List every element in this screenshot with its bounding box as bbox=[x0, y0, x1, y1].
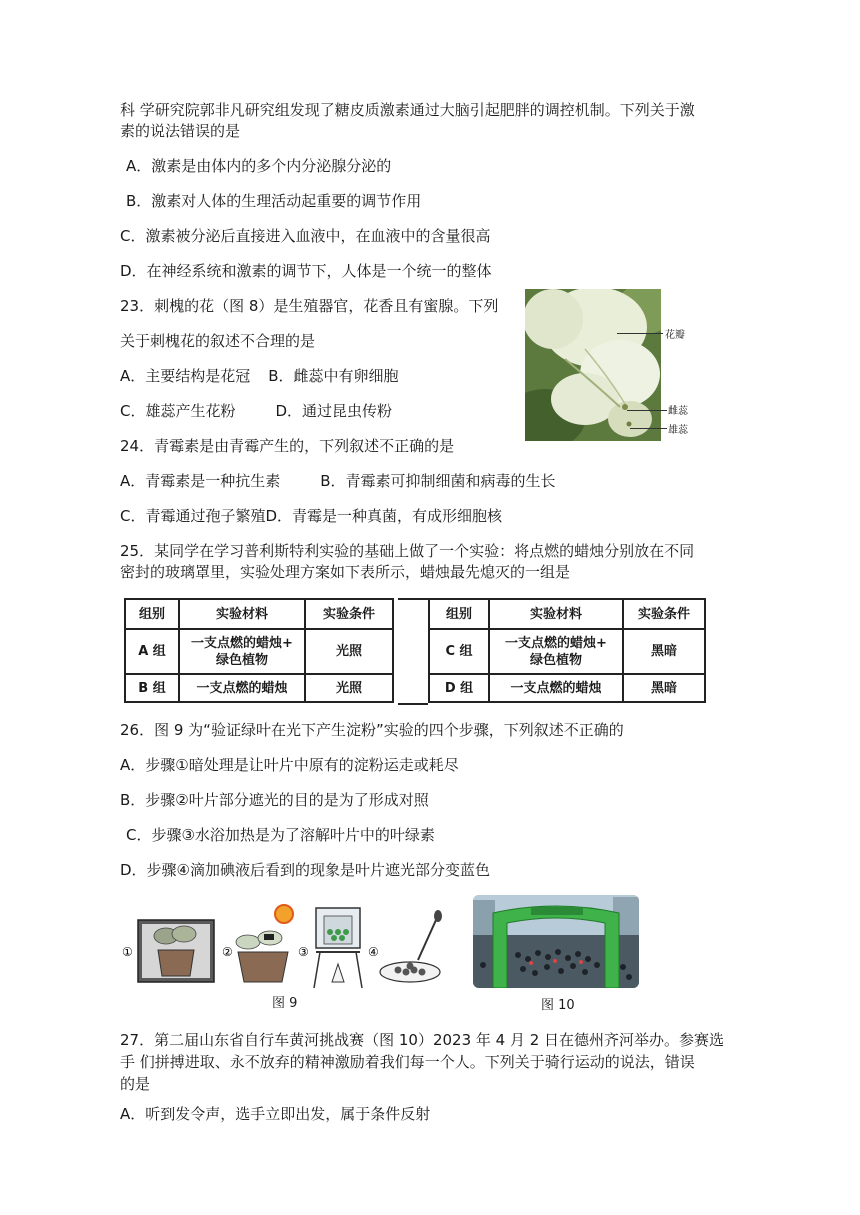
sun-icon bbox=[275, 905, 293, 923]
header-material: 实验材料 bbox=[179, 599, 305, 629]
figure-10-cycling-event-photo bbox=[473, 895, 639, 988]
q26-option-b: B．步骤②叶片部分遮光的目的是为了形成对照 bbox=[120, 791, 429, 809]
step-3-number: ③ bbox=[298, 945, 309, 959]
row-b-group: B 组 bbox=[125, 674, 179, 702]
q23-stem-line2: 关于刺槐花的叙述不合理的是 bbox=[120, 332, 316, 350]
q24-option-c: C．青霉通过孢子繁殖 bbox=[120, 507, 266, 525]
row-a-material-line1: 一支点燃的蜡烛+ bbox=[191, 635, 293, 651]
table-gap bbox=[398, 598, 428, 705]
figure-10-caption: 图 10 bbox=[541, 998, 575, 1013]
row-d-condition: 黑暗 bbox=[623, 674, 705, 702]
q26-stem: 26．图 9 为“验证绿叶在光下产生淀粉”实验的四个步骤，下列叙述不正确的 bbox=[120, 721, 624, 739]
q23-option-c: C．雄蕊产生花粉 bbox=[120, 402, 236, 420]
row-c-group: C 组 bbox=[429, 629, 489, 674]
pot-1 bbox=[158, 950, 194, 976]
row-a-group: A 组 bbox=[125, 629, 179, 674]
row-c-condition: 黑暗 bbox=[623, 629, 705, 674]
row-c-material bbox=[489, 629, 623, 674]
row-d-material: 一支点燃的蜡烛 bbox=[489, 674, 623, 702]
q24-stem: 24．青霉素是由青霉产生的，下列叙述不正确的是 bbox=[120, 437, 455, 455]
row-c-material-line1: 一支点燃的蜡烛+ bbox=[505, 635, 607, 651]
q25-stem-line2: 密封的玻璃罩里，实验处理方案如下表所示，蜡烛最先熄灭的一组是 bbox=[120, 563, 571, 581]
q24-option-b: B．青霉素可抑制细菌和病毒的生长 bbox=[320, 472, 556, 490]
q26-option-d: D．步骤④滴加碘液后看到的现象是叶片遮光部分变蓝色 bbox=[120, 861, 490, 879]
step-2-number: ② bbox=[222, 945, 233, 959]
q24-option-d: D．青霉是一种真菌，有成形细胞核 bbox=[265, 507, 503, 525]
dropper bbox=[418, 920, 436, 960]
petal-pointer-line bbox=[617, 333, 663, 334]
label-stamen: 雄蕊 bbox=[668, 425, 688, 436]
q24-options-row2 bbox=[120, 506, 502, 526]
cycling-race-illustration bbox=[473, 895, 639, 988]
step-1-number: ① bbox=[122, 945, 133, 959]
step-4-number: ④ bbox=[368, 945, 379, 959]
label-petal: 花瓣 bbox=[665, 330, 685, 341]
figure-9-caption: 图 9 bbox=[272, 996, 298, 1011]
locust-flower-illustration bbox=[525, 289, 661, 441]
q27-stem-line3: 的是 bbox=[120, 1075, 151, 1093]
header-group: 组别 bbox=[125, 599, 179, 629]
label-pistil: 雌蕊 bbox=[668, 406, 688, 417]
row-b-material: 一支点燃的蜡烛 bbox=[179, 674, 305, 702]
q27-option-a: A．听到发令声，选手立即出发，属于条件反射 bbox=[120, 1105, 431, 1123]
figure-9-experiment-steps bbox=[118, 900, 453, 992]
experiment-table-left bbox=[124, 598, 394, 703]
header-condition: 实验条件 bbox=[305, 599, 393, 629]
pot-2 bbox=[238, 952, 288, 982]
row-c-material-line2: 绿色植物 bbox=[529, 652, 582, 668]
q23-stem-line1: 23．刺槐的花（图 8）是生殖器官，花香且有蜜腺。下列 bbox=[120, 297, 499, 315]
q22-stem-line1: 科 学研究院郭非凡研究组发现了糖皮质激素通过大脑引起肥胖的调控机制。下列关于激 bbox=[120, 101, 695, 119]
q23-option-a: A．主要结构是花冠 bbox=[120, 367, 251, 385]
q23-options-row2 bbox=[120, 401, 392, 421]
row-a-material bbox=[179, 629, 305, 674]
row-a-condition: 光照 bbox=[305, 629, 393, 674]
q26-option-c: C．步骤③水浴加热是为了溶解叶片中的叶绿素 bbox=[126, 826, 435, 844]
q22-stem-line2: 素的说法错误的是 bbox=[120, 122, 241, 140]
q26-option-a: A．步骤①暗处理是让叶片中原有的淀粉运走或耗尽 bbox=[120, 756, 459, 774]
q22-option-d: D．在神经系统和激素的调节下，人体是一个统一的整体 bbox=[120, 262, 492, 280]
q27-stem-line2: 手 们拼搏进取、永不放弃的精神激励着我们每一个人。下列关于骑行运动的说法，错误 bbox=[120, 1053, 695, 1071]
black-paper bbox=[264, 934, 274, 940]
q22-option-c: C．激素被分泌后直接进入血液中，在血液中的含量很高 bbox=[120, 227, 491, 245]
header-group-right: 组别 bbox=[429, 599, 489, 629]
experiment-table-right bbox=[428, 598, 706, 703]
q24-option-a: A．青霉素是一种抗生素 bbox=[120, 472, 281, 490]
q24-options-row1 bbox=[120, 471, 556, 491]
row-b-condition: 光照 bbox=[305, 674, 393, 702]
q23-option-b: B．雌蕊中有卵细胞 bbox=[268, 367, 399, 385]
q22-option-b: B．激素对人体的生理活动起重要的调节作用 bbox=[126, 192, 422, 210]
stamen-pointer-line bbox=[630, 428, 667, 429]
q27-stem-line1: 27．第二届山东省自行车黄河挑战赛（图 10）2023 年 4 月 2 日在德州齐河举办。参赛选 bbox=[120, 1031, 725, 1049]
q22-option-a: A．激素是由体内的多个内分泌腺分泌的 bbox=[126, 157, 392, 175]
header-material-right: 实验材料 bbox=[489, 599, 623, 629]
row-a-material-line2: 绿色植物 bbox=[215, 652, 268, 668]
alcohol-lamp bbox=[332, 964, 344, 982]
figure-8-locust-flower-photo bbox=[525, 289, 661, 441]
q23-options-row1 bbox=[120, 366, 399, 386]
pistil-pointer-line bbox=[627, 410, 667, 411]
q23-option-d: D．通过昆虫传粉 bbox=[275, 402, 393, 420]
q25-stem-line1: 25．某同学在学习普利斯特利实验的基础上做了一个实验：将点燃的蜡烛分别放在不同 bbox=[120, 542, 695, 560]
row-d-group: D 组 bbox=[429, 674, 489, 702]
experiment-steps-illustration bbox=[118, 900, 453, 992]
header-condition-right: 实验条件 bbox=[623, 599, 705, 629]
